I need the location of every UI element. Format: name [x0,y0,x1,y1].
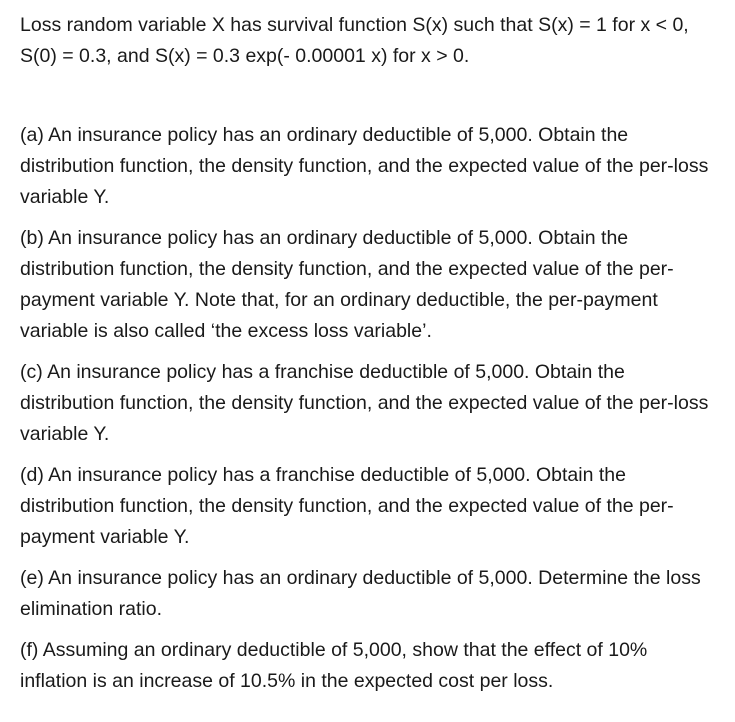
part-a: (a) An insurance policy has an ordinary deductible of 5,000. Obtain the distribution function, the density function, and the expected value of the per-loss variable Y. [20,124,709,208]
part-f: (f) Assuming an ordinary deductible of 5,000, show that the effect of 10% inflation is an increase of 10.5% in the expected cost per loss. [20,639,648,692]
part-b: (b) An insurance policy has an ordinary deductible of 5,000. Obtain the distribution function, the density function, and the expected value of the per-payment variable Y. Note that, for an ordinary deductible, the per-payment variable is also called ‘the excess loss variable’. [20,227,674,342]
part-e: (e) An insurance policy has an ordinary deductible of 5,000. Determine the loss elimination ratio. [20,567,701,620]
part-d: (d) An insurance policy has a franchise deductible of 5,000. Obtain the distribution function, the density function, and the expected value of the per-payment variable Y. [20,464,674,548]
problem-intro: Loss random variable X has survival function S(x) such that S(x) = 1 for x < 0, S(0) = 0.3, and S(x) = 0.3 exp(- 0.00001 x) for x > 0. [20,14,689,67]
part-c: (c) An insurance policy has a franchise deductible of 5,000. Obtain the distribution function, the density function, and the expected value of the per-loss variable Y. [20,361,709,445]
